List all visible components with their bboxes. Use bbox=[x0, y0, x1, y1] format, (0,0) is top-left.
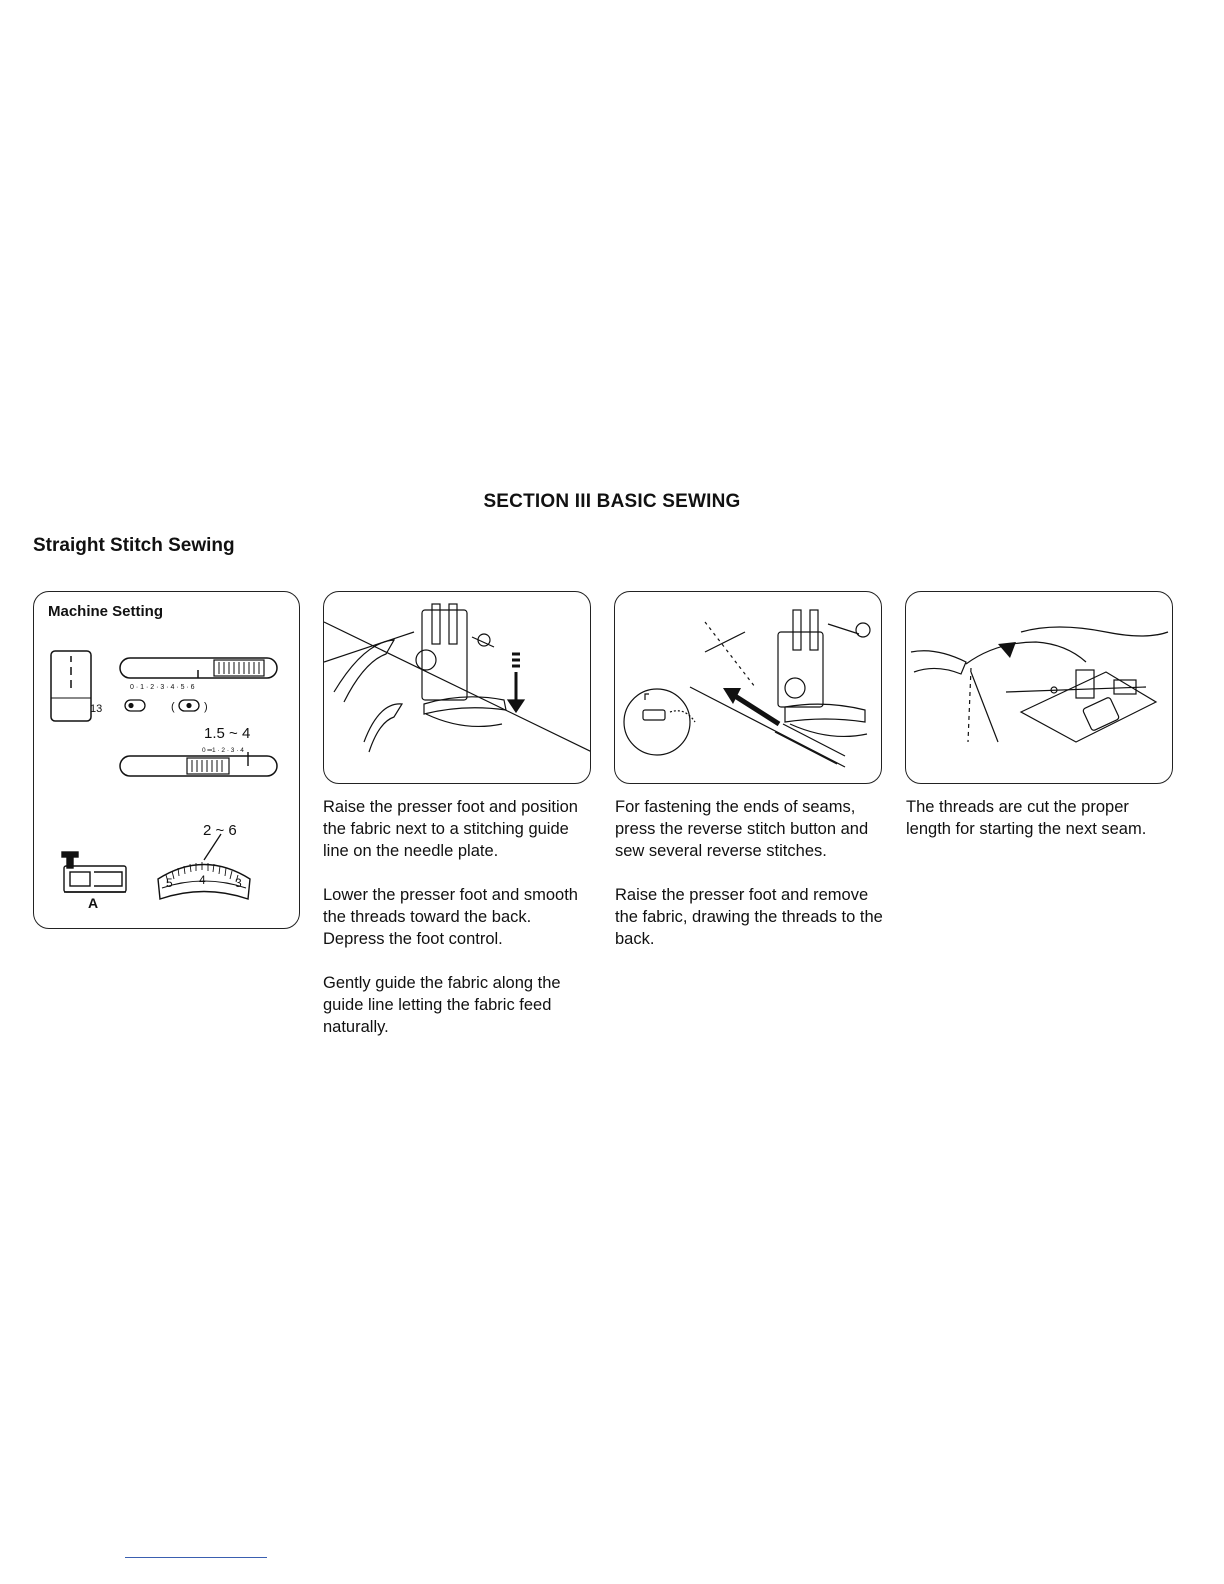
reverse-stitch-illustration bbox=[615, 592, 882, 784]
tension-dial-number-low: 5 bbox=[166, 876, 173, 890]
illustration-thread-cutter bbox=[905, 591, 1173, 784]
presser-foot-icon bbox=[62, 852, 126, 892]
illustration-position-fabric bbox=[323, 591, 591, 784]
tension-dial-number-mid: 4 bbox=[199, 873, 206, 887]
page-heading: Straight Stitch Sewing bbox=[33, 535, 235, 556]
step-1-paragraph-2: Lower the presser foot and smooth the threads toward the back. Depress the foot control. bbox=[323, 886, 578, 948]
thread-cutter-illustration bbox=[906, 592, 1173, 784]
pattern-number: 13 bbox=[90, 703, 103, 715]
step-2-text bbox=[615, 796, 885, 972]
step-2-paragraph-1: For fastening the ends of seams, press the reverse stitch button and sew several reverse stitches. bbox=[615, 798, 869, 860]
machine-setting-panel bbox=[33, 591, 300, 929]
illustration-reverse-stitch bbox=[614, 591, 882, 784]
stitch-length-slider-icon bbox=[120, 747, 277, 776]
step-3-paragraph-1: The threads are cut the proper length for starting the next seam. bbox=[906, 798, 1147, 838]
svg-text:(: ( bbox=[171, 701, 175, 713]
presser-foot-illustration bbox=[324, 592, 591, 784]
svg-text:0 ═1 · 2 · 3 · 4: 0 ═1 · 2 · 3 · 4 bbox=[202, 747, 244, 754]
step-1-paragraph-1: Raise the presser foot and position the fabric next to a stitching guide line on the needle plate. bbox=[323, 798, 578, 860]
tension-dial-number-high: 3 bbox=[235, 876, 242, 890]
presser-foot-label: A bbox=[88, 895, 99, 911]
step-1-paragraph-3: Gently guide the fabric along the guide line letting the fabric feed naturally. bbox=[323, 974, 561, 1036]
machine-setting-title: Machine Setting bbox=[48, 603, 164, 620]
svg-text:): ) bbox=[204, 701, 208, 713]
step-1-text bbox=[323, 796, 593, 1060]
footer-rule bbox=[125, 1557, 267, 1558]
stitch-length-range: 1.5 ~ 4 bbox=[204, 725, 251, 742]
step-2-paragraph-2: Raise the presser foot and remove the fabric, drawing the threads to the back. bbox=[615, 886, 883, 948]
section-title: SECTION III BASIC SEWING bbox=[483, 491, 741, 512]
tension-range: 2 ~ 6 bbox=[203, 822, 237, 839]
step-3-text bbox=[906, 796, 1176, 862]
svg-text:0 · 1 · 2 · 3 · 4 · 5 · 6: 0 · 1 · 2 · 3 · 4 · 5 · 6 bbox=[130, 684, 195, 691]
pattern-selector-icon bbox=[51, 651, 91, 721]
stitch-width-slider-icon bbox=[120, 658, 277, 691]
needle-position-icon bbox=[125, 700, 208, 713]
